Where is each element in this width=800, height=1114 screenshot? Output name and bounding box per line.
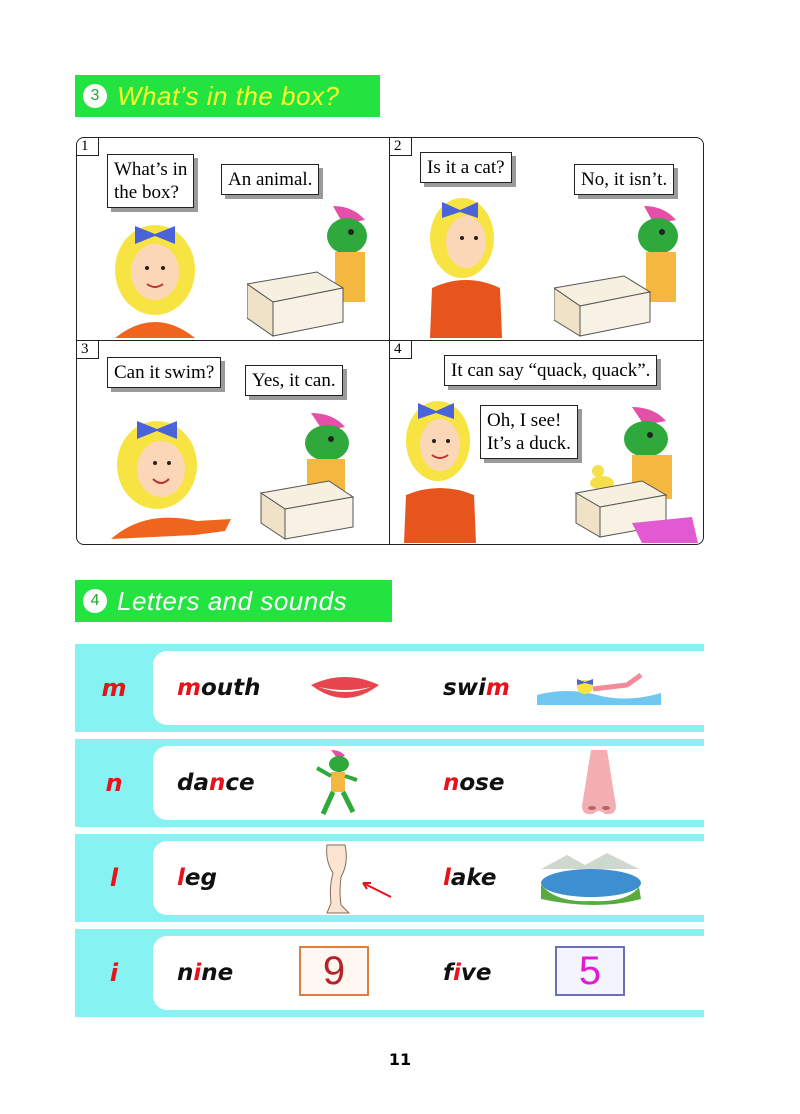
lake-picture [537,851,643,907]
word-part: ve [460,960,492,986]
word-part: eg [184,865,217,891]
comic-strip [76,137,704,545]
panel-number: 4 [390,341,412,359]
letter-row-m [75,644,704,732]
dinosaur-with-box-illustration [247,206,387,338]
word-highlight: i [193,960,202,986]
word-card [153,746,761,820]
section-4-header [75,580,392,622]
girl-illustration [105,409,235,539]
bubble-line: No, it isn’t. [581,169,668,190]
bubble-line: What’s in [114,159,188,180]
word-nose [443,746,504,820]
word-part: outh [200,675,261,701]
section-3-number: 3 [83,84,107,108]
comic-panel-4 [390,341,704,545]
word-highlight: n [208,770,226,796]
section-3-header [75,75,380,117]
word-part: ose [459,770,505,796]
bubble-line: Yes, it can. [252,370,336,391]
panel-number: 1 [77,138,99,156]
speech-bubble [245,365,343,396]
speech-bubble [107,154,194,208]
word-leg [177,841,217,915]
bubble-line: It’s a duck. [487,433,571,454]
section-4-title: Letters and sounds [117,585,348,616]
word-part: ake [450,865,497,891]
row-letter: l [109,864,119,892]
letter-row-l [75,834,704,922]
dinosaur-with-duck-box-illustration [572,407,702,543]
word-highlight: i [453,960,461,986]
dinosaur-with-box-illustration [554,206,702,338]
word-part: ne [201,960,234,986]
nose-picture [575,750,623,818]
girl-illustration [402,397,482,543]
word-part: f [443,960,454,986]
word-part: ce [225,770,255,796]
panel-number: 3 [77,341,99,359]
speech-bubble [420,152,512,183]
section-4-number: 4 [83,589,107,613]
leg-picture [319,843,395,915]
bubble-line: Oh, I see! [487,410,562,431]
word-five [443,936,492,1010]
girl-illustration [422,194,518,338]
comic-panel-1 [77,138,390,341]
bubble-line: the box? [114,182,179,203]
word-part: da [177,770,209,796]
bubble-line: It can say “quack, quack”. [451,360,651,381]
word-dance [177,746,255,820]
word-nine [177,936,233,1010]
word-highlight: m [177,675,201,701]
speech-bubble [107,357,221,388]
word-lake [443,841,497,915]
row-letter: i [109,959,119,987]
word-card [153,651,761,725]
speech-bubble [444,355,657,386]
page-number: 11 [388,1050,412,1069]
letter-row-i [75,929,704,1017]
word-highlight: l [443,865,451,891]
panel-number: 2 [390,138,412,156]
dancing-dinosaur-picture [313,750,361,818]
swimming-picture [537,669,661,705]
speech-bubble [221,164,319,195]
word-highlight: l [177,865,185,891]
bubble-line: Can it swim? [114,362,215,383]
mouth-picture [309,671,381,707]
girl-illustration [105,210,205,338]
word-part: swi [443,675,486,701]
bubble-line: Is it a cat? [427,157,505,178]
word-part: n [177,960,194,986]
section-3-title: What’s in the box? [117,80,340,111]
word-card [153,936,761,1010]
row-letter: m [101,674,127,702]
comic-panel-2 [390,138,704,341]
comic-panel-3 [77,341,390,545]
word-card [153,841,761,915]
bubble-line: An animal. [228,169,313,190]
word-highlight: m [485,675,510,701]
word-mouth [177,651,261,725]
number-five-box: 5 [555,946,625,996]
row-letter: n [105,769,123,797]
word-swim [443,651,510,725]
word-highlight: n [443,770,460,796]
number-nine-box: 9 [299,946,369,996]
letter-row-n [75,739,704,827]
dinosaur-with-box-illustration [241,413,381,541]
speech-bubble [480,405,578,459]
speech-bubble [574,164,674,195]
